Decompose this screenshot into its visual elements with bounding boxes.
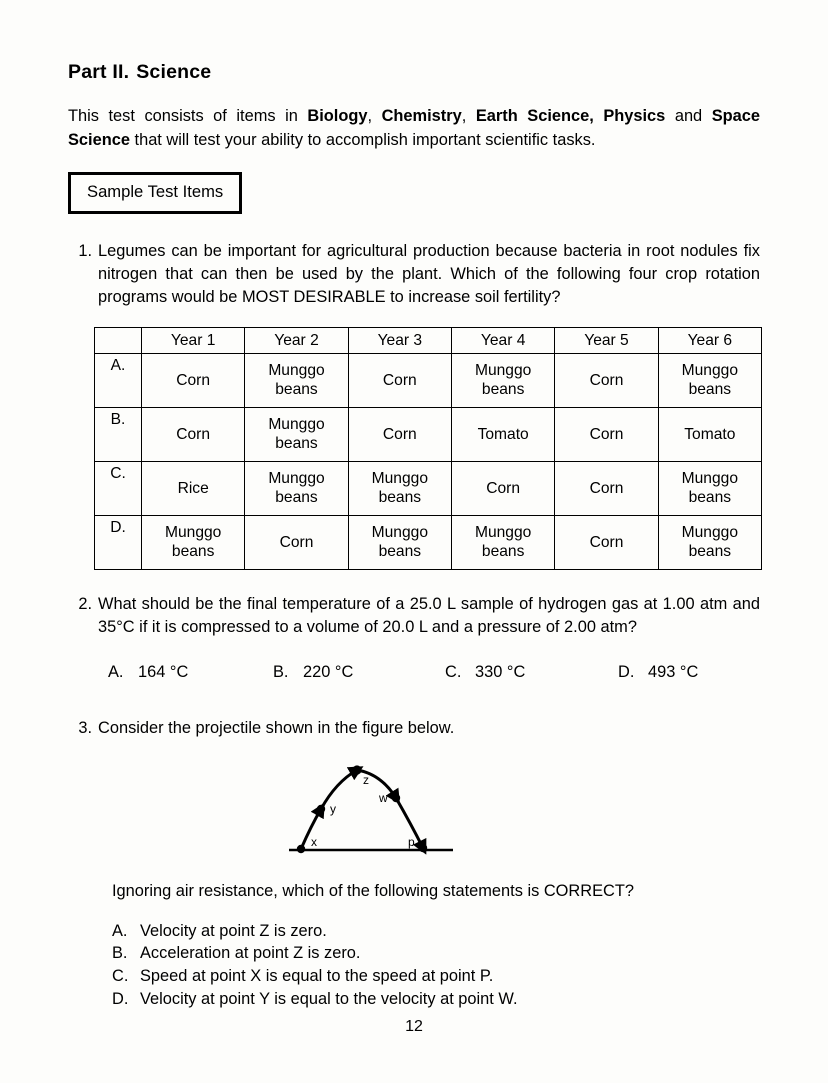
table-row-letter: D. <box>95 515 142 569</box>
option-text: Velocity at point Z is zero. <box>140 921 327 940</box>
table-cell: Corn <box>245 515 348 569</box>
table-cell: Munggo beans <box>658 461 761 515</box>
point-marker-x <box>297 845 305 853</box>
table-row <box>95 353 762 407</box>
intro-paragraph <box>68 105 760 152</box>
question-2-option-a[interactable] <box>108 663 188 682</box>
question-2-option-d[interactable] <box>618 663 698 682</box>
table-header-year-5: Year 5 <box>555 327 658 353</box>
option-text: 493 °C <box>648 663 699 682</box>
question-3-option-b[interactable] <box>112 942 760 965</box>
table-cell: Rice <box>142 461 245 515</box>
option-label: A. <box>108 663 124 682</box>
table-cell: Corn <box>451 461 554 515</box>
table-cell: Tomato <box>658 407 761 461</box>
question-3-text: Consider the projectile shown in the figure below. <box>98 719 455 738</box>
question-3-options <box>112 920 760 1011</box>
table-header-year-2: Year 2 <box>245 327 348 353</box>
table-cell: Munggo beans <box>348 515 451 569</box>
table-cell: Corn <box>555 353 658 407</box>
option-label: B. <box>112 944 128 963</box>
trajectory-segment-y-to-z <box>321 770 357 809</box>
question-2-text: What should be the final temperature of a 25.0 L sample of hydrogen gas at 1.00 atm and 35°C if it is compressed to a volume of 20.0 L and a pressure of 2.00 atm? <box>98 594 760 636</box>
intro-bold-earth-science: Earth Science, <box>475 107 594 126</box>
table-cell: Munggo beans <box>142 515 245 569</box>
table-cell: Munggo beans <box>245 353 348 407</box>
table-cell: Munggo beans <box>658 353 761 407</box>
intro-bold-biology: Biology <box>307 107 368 126</box>
intro-bold-chemistry: Chemistry <box>381 107 462 126</box>
table-cell: Munggo beans <box>245 407 348 461</box>
point-marker-y <box>317 805 325 813</box>
option-label: C. <box>445 663 462 682</box>
point-marker-z <box>352 766 361 775</box>
table-header-year-4: Year 4 <box>451 327 554 353</box>
option-label: C. <box>112 967 129 985</box>
question-1-number: 1. <box>78 241 92 260</box>
question-2-number: 2. <box>78 594 92 613</box>
table-row <box>95 515 762 569</box>
table-row <box>95 407 762 461</box>
table-corner-cell <box>95 327 142 353</box>
table-cell: Tomato <box>451 407 554 461</box>
intro-bold-physics: Physics <box>603 107 666 126</box>
table-row <box>95 461 762 515</box>
point-marker-w <box>392 794 400 802</box>
table-cell: Corn <box>142 353 245 407</box>
table-header-year-6: Year 6 <box>658 327 761 353</box>
table-header-year-1: Year 1 <box>142 327 245 353</box>
option-label: D. <box>112 989 129 1008</box>
part-label: Part II. <box>68 61 130 83</box>
point-label-p: p <box>408 835 415 850</box>
question-2-options <box>68 663 760 687</box>
table-cell: Munggo beans <box>451 515 554 569</box>
table-row-letter: B. <box>95 407 142 461</box>
option-label: D. <box>618 663 635 682</box>
question-3-option-d[interactable] <box>112 988 760 1011</box>
option-text: 330 °C <box>475 663 526 682</box>
crop-rotation-table <box>94 327 762 570</box>
sample-test-items-box <box>68 172 242 214</box>
question-2 <box>68 593 760 640</box>
table-cell: Corn <box>348 407 451 461</box>
point-label-x: x <box>311 835 317 850</box>
intro-seg-1: This test consists of items in <box>68 107 308 126</box>
question-3-prompt: Ignoring air resistance, which of the following statements is CORRECT? <box>112 882 634 901</box>
option-label: B. <box>273 663 289 682</box>
page-number: 12 <box>405 1018 423 1035</box>
table-cell: Corn <box>555 461 658 515</box>
table-cell: Corn <box>142 407 245 461</box>
option-text: Acceleration at point Z is zero. <box>140 944 361 963</box>
page-title <box>68 62 760 83</box>
question-1 <box>68 240 760 310</box>
sample-test-items-label: Sample Test Items <box>87 182 224 202</box>
option-text: 164 °C <box>138 663 189 682</box>
part-subject: Science <box>136 61 212 83</box>
option-text: Speed at point X is equal to the speed at point P. <box>140 967 494 985</box>
point-label-z: z <box>363 773 369 788</box>
option-text: Velocity at point Y is equal to the velocity at point W. <box>140 989 518 1008</box>
table-cell: Munggo beans <box>658 515 761 569</box>
table-cell: Corn <box>555 515 658 569</box>
intro-seg-6: that will test your ability to accomplish important scientific tasks. <box>129 130 596 149</box>
page-content <box>68 62 760 1010</box>
question-3 <box>68 717 760 740</box>
question-3-option-c[interactable] <box>112 965 760 988</box>
table-header-row <box>95 327 762 353</box>
intro-seg-5: and <box>665 107 712 126</box>
table-row-letter: A. <box>95 353 142 407</box>
question-3-number: 3. <box>78 719 92 738</box>
question-1-text: Legumes can be important for agricultural production because bacteria in root nodules fix nitrogen that can then be used by the plant. Which of the following four crop rotation programs would be MOST DESIRABLE to increase soil fertility? <box>98 241 760 307</box>
table-cell: Corn <box>555 407 658 461</box>
table-cell: Corn <box>348 353 451 407</box>
point-label-w: w <box>379 791 388 806</box>
option-label: A. <box>112 921 128 940</box>
point-label-y: y <box>330 802 336 817</box>
question-3-option-a[interactable] <box>112 920 760 943</box>
question-2-option-c[interactable] <box>445 663 525 682</box>
intro-bold-space-science: Space Science <box>68 107 761 149</box>
point-marker-p <box>419 844 427 852</box>
table-cell: Munggo beans <box>451 353 554 407</box>
table-cell: Munggo beans <box>245 461 348 515</box>
option-text: 220 °C <box>303 663 354 682</box>
intro-seg-3: , <box>461 107 476 126</box>
projectile-diagram-svg <box>281 754 461 864</box>
question-2-option-b[interactable] <box>273 663 353 682</box>
intro-seg-4 <box>594 107 604 125</box>
table-row-letter: C. <box>95 461 142 515</box>
table-cell: Munggo beans <box>348 461 451 515</box>
intro-seg-2: , <box>367 107 382 126</box>
projectile-figure <box>68 754 760 866</box>
table-header-year-3: Year 3 <box>348 327 451 353</box>
